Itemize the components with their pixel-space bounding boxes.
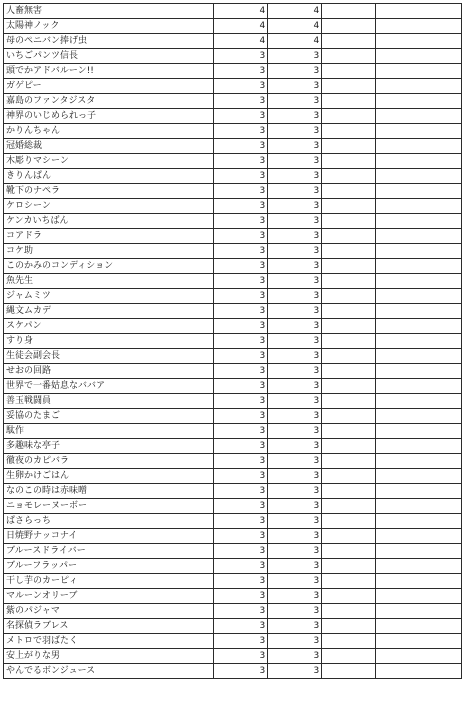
name-cell[interactable]: 靴下のナペラ bbox=[4, 184, 214, 199]
score-b-cell[interactable]: 3 bbox=[268, 484, 322, 499]
empty-cell[interactable] bbox=[322, 229, 376, 244]
empty-cell[interactable] bbox=[375, 289, 461, 304]
score-b-cell[interactable]: 3 bbox=[268, 319, 322, 334]
name-cell[interactable]: 太陽神ノック bbox=[4, 19, 214, 34]
score-b-cell[interactable]: 3 bbox=[268, 649, 322, 664]
name-cell[interactable]: 安上がりな男 bbox=[4, 649, 214, 664]
empty-cell[interactable] bbox=[322, 34, 376, 49]
table-row bbox=[4, 364, 462, 379]
empty-cell[interactable] bbox=[322, 199, 376, 214]
score-b-cell[interactable]: 3 bbox=[268, 169, 322, 184]
score-b-cell[interactable]: 3 bbox=[268, 94, 322, 109]
table-row bbox=[4, 289, 462, 304]
score-a-cell[interactable]: 4 bbox=[214, 19, 268, 34]
score-b-cell[interactable]: 3 bbox=[268, 499, 322, 514]
empty-cell[interactable] bbox=[375, 4, 461, 19]
name-cell[interactable]: 干し芋のカーピィ bbox=[4, 574, 214, 589]
table-row bbox=[4, 4, 462, 19]
name-cell[interactable]: 嘉島のファンタジスタ bbox=[4, 94, 214, 109]
empty-cell[interactable] bbox=[375, 514, 461, 529]
score-b-cell[interactable]: 3 bbox=[268, 244, 322, 259]
name-cell[interactable]: 木彫りマシーン bbox=[4, 154, 214, 169]
name-cell[interactable]: 世界で一番姑息なババア bbox=[4, 379, 214, 394]
score-a-cell[interactable]: 3 bbox=[214, 49, 268, 64]
score-b-cell[interactable]: 3 bbox=[268, 664, 322, 679]
empty-cell[interactable] bbox=[322, 529, 376, 544]
empty-cell[interactable] bbox=[322, 214, 376, 229]
table-row bbox=[4, 244, 462, 259]
score-b-cell[interactable]: 3 bbox=[268, 139, 322, 154]
name-cell[interactable]: ケンカいちばん bbox=[4, 214, 214, 229]
score-b-cell[interactable]: 3 bbox=[268, 109, 322, 124]
table-row bbox=[4, 634, 462, 649]
score-b-cell[interactable]: 3 bbox=[268, 529, 322, 544]
empty-cell[interactable] bbox=[375, 274, 461, 289]
score-a-cell[interactable]: 3 bbox=[214, 139, 268, 154]
table-row bbox=[4, 574, 462, 589]
table-row bbox=[4, 559, 462, 574]
score-a-cell[interactable]: 3 bbox=[214, 319, 268, 334]
score-b-cell[interactable]: 3 bbox=[268, 469, 322, 484]
name-cell[interactable]: 魚先生 bbox=[4, 274, 214, 289]
score-b-cell[interactable]: 3 bbox=[268, 394, 322, 409]
name-cell[interactable]: ブルーフラッパー bbox=[4, 559, 214, 574]
empty-cell[interactable] bbox=[375, 139, 461, 154]
empty-cell[interactable] bbox=[375, 424, 461, 439]
empty-cell[interactable] bbox=[375, 229, 461, 244]
empty-cell[interactable] bbox=[322, 664, 376, 679]
score-b-cell[interactable]: 3 bbox=[268, 604, 322, 619]
table-row bbox=[4, 94, 462, 109]
empty-cell[interactable] bbox=[375, 34, 461, 49]
empty-cell[interactable] bbox=[375, 589, 461, 604]
empty-cell[interactable] bbox=[375, 394, 461, 409]
empty-cell[interactable] bbox=[375, 64, 461, 79]
name-cell[interactable]: 妥協のたまご bbox=[4, 409, 214, 424]
name-cell[interactable]: 冠婚総裁 bbox=[4, 139, 214, 154]
score-b-cell[interactable]: 3 bbox=[268, 184, 322, 199]
empty-cell[interactable] bbox=[375, 484, 461, 499]
score-b-cell[interactable]: 3 bbox=[268, 634, 322, 649]
name-cell[interactable]: 駄作 bbox=[4, 424, 214, 439]
score-b-cell[interactable]: 3 bbox=[268, 544, 322, 559]
table-row bbox=[4, 589, 462, 604]
score-b-cell[interactable]: 3 bbox=[268, 214, 322, 229]
score-a-cell[interactable]: 4 bbox=[214, 4, 268, 19]
empty-cell[interactable] bbox=[322, 109, 376, 124]
empty-cell[interactable] bbox=[375, 559, 461, 574]
score-a-cell[interactable]: 3 bbox=[214, 289, 268, 304]
empty-cell[interactable] bbox=[375, 499, 461, 514]
name-cell[interactable]: きりんぱん bbox=[4, 169, 214, 184]
name-cell[interactable]: 神界のいじめられっ子 bbox=[4, 109, 214, 124]
empty-cell[interactable] bbox=[375, 544, 461, 559]
empty-cell[interactable] bbox=[322, 124, 376, 139]
name-cell[interactable]: 徹夜のカピバラ bbox=[4, 454, 214, 469]
empty-cell[interactable] bbox=[375, 109, 461, 124]
table-row bbox=[4, 154, 462, 169]
empty-cell[interactable] bbox=[375, 154, 461, 169]
score-a-cell[interactable]: 3 bbox=[214, 619, 268, 634]
score-a-cell[interactable]: 3 bbox=[214, 214, 268, 229]
name-cell[interactable]: すり身 bbox=[4, 334, 214, 349]
score-a-cell[interactable]: 3 bbox=[214, 589, 268, 604]
empty-cell[interactable] bbox=[375, 214, 461, 229]
table-row bbox=[4, 349, 462, 364]
table-row bbox=[4, 199, 462, 214]
name-cell[interactable]: せおの回路 bbox=[4, 364, 214, 379]
empty-cell[interactable] bbox=[375, 649, 461, 664]
score-a-cell[interactable]: 3 bbox=[214, 259, 268, 274]
empty-cell[interactable] bbox=[375, 454, 461, 469]
score-a-cell[interactable]: 3 bbox=[214, 109, 268, 124]
empty-cell[interactable] bbox=[322, 169, 376, 184]
table-row bbox=[4, 334, 462, 349]
table-row bbox=[4, 454, 462, 469]
empty-cell[interactable] bbox=[375, 199, 461, 214]
score-a-cell[interactable]: 3 bbox=[214, 184, 268, 199]
score-a-cell[interactable]: 3 bbox=[214, 64, 268, 79]
name-cell[interactable]: ケロシーン bbox=[4, 199, 214, 214]
table-row bbox=[4, 544, 462, 559]
empty-cell[interactable] bbox=[322, 439, 376, 454]
score-a-cell[interactable]: 3 bbox=[214, 229, 268, 244]
table-row bbox=[4, 49, 462, 64]
empty-cell[interactable] bbox=[375, 619, 461, 634]
empty-cell[interactable] bbox=[322, 394, 376, 409]
score-a-cell[interactable]: 3 bbox=[214, 94, 268, 109]
name-cell[interactable]: マルーンオリーブ bbox=[4, 589, 214, 604]
score-a-cell[interactable]: 3 bbox=[214, 349, 268, 364]
empty-cell[interactable] bbox=[322, 619, 376, 634]
score-b-cell[interactable]: 4 bbox=[268, 4, 322, 19]
empty-cell[interactable] bbox=[322, 139, 376, 154]
empty-cell[interactable] bbox=[322, 79, 376, 94]
empty-cell[interactable] bbox=[375, 304, 461, 319]
score-b-cell[interactable]: 3 bbox=[268, 304, 322, 319]
score-a-cell[interactable]: 3 bbox=[214, 154, 268, 169]
name-cell[interactable]: ブルースドライバー bbox=[4, 544, 214, 559]
empty-cell[interactable] bbox=[322, 94, 376, 109]
score-a-cell[interactable]: 3 bbox=[214, 334, 268, 349]
table-row bbox=[4, 184, 462, 199]
score-b-cell[interactable]: 3 bbox=[268, 349, 322, 364]
score-a-cell[interactable]: 3 bbox=[214, 439, 268, 454]
table-row bbox=[4, 439, 462, 454]
score-a-cell[interactable]: 3 bbox=[214, 604, 268, 619]
empty-cell[interactable] bbox=[322, 409, 376, 424]
empty-cell[interactable] bbox=[375, 19, 461, 34]
name-cell[interactable]: コアドラ bbox=[4, 229, 214, 244]
score-a-cell[interactable]: 3 bbox=[214, 244, 268, 259]
table-row bbox=[4, 34, 462, 49]
empty-cell[interactable] bbox=[375, 574, 461, 589]
table-row bbox=[4, 229, 462, 244]
empty-cell[interactable] bbox=[375, 334, 461, 349]
name-cell[interactable]: 日焼野ナッコナイ bbox=[4, 529, 214, 544]
score-b-cell[interactable]: 3 bbox=[268, 334, 322, 349]
empty-cell[interactable] bbox=[322, 484, 376, 499]
score-b-cell[interactable]: 3 bbox=[268, 409, 322, 424]
empty-cell[interactable] bbox=[322, 589, 376, 604]
empty-cell[interactable] bbox=[322, 379, 376, 394]
score-a-cell[interactable]: 3 bbox=[214, 379, 268, 394]
empty-cell[interactable] bbox=[375, 94, 461, 109]
score-b-cell[interactable]: 3 bbox=[268, 64, 322, 79]
score-b-cell[interactable]: 3 bbox=[268, 574, 322, 589]
score-b-cell[interactable]: 3 bbox=[268, 589, 322, 604]
table-row bbox=[4, 259, 462, 274]
empty-cell[interactable] bbox=[322, 469, 376, 484]
score-b-cell[interactable]: 3 bbox=[268, 289, 322, 304]
score-b-cell[interactable]: 3 bbox=[268, 79, 322, 94]
empty-cell[interactable] bbox=[375, 364, 461, 379]
empty-cell[interactable] bbox=[322, 19, 376, 34]
score-a-cell[interactable]: 4 bbox=[214, 34, 268, 49]
name-cell[interactable]: やんでるボンジュース bbox=[4, 664, 214, 679]
empty-cell[interactable] bbox=[375, 244, 461, 259]
empty-cell[interactable] bbox=[375, 409, 461, 424]
score-a-cell[interactable]: 3 bbox=[214, 634, 268, 649]
score-b-cell[interactable]: 3 bbox=[268, 229, 322, 244]
name-cell[interactable]: ニョモレーヌーボー bbox=[4, 499, 214, 514]
empty-cell[interactable] bbox=[322, 604, 376, 619]
score-a-cell[interactable]: 3 bbox=[214, 124, 268, 139]
empty-cell[interactable] bbox=[322, 4, 376, 19]
score-a-cell[interactable]: 3 bbox=[214, 544, 268, 559]
table-row bbox=[4, 394, 462, 409]
score-a-cell[interactable]: 3 bbox=[214, 454, 268, 469]
table-row bbox=[4, 139, 462, 154]
empty-cell[interactable] bbox=[322, 349, 376, 364]
score-a-cell[interactable]: 3 bbox=[214, 79, 268, 94]
score-a-cell[interactable]: 3 bbox=[214, 484, 268, 499]
score-a-cell[interactable]: 3 bbox=[214, 664, 268, 679]
score-b-cell[interactable]: 3 bbox=[268, 259, 322, 274]
empty-cell[interactable] bbox=[375, 604, 461, 619]
empty-cell[interactable] bbox=[322, 499, 376, 514]
empty-cell[interactable] bbox=[375, 184, 461, 199]
score-b-cell[interactable]: 3 bbox=[268, 154, 322, 169]
name-cell[interactable]: 人畜無害 bbox=[4, 4, 214, 19]
empty-cell[interactable] bbox=[322, 574, 376, 589]
table-row bbox=[4, 319, 462, 334]
empty-cell[interactable] bbox=[322, 424, 376, 439]
table-row bbox=[4, 214, 462, 229]
name-cell[interactable]: いちごパンツ信長 bbox=[4, 49, 214, 64]
name-cell[interactable]: 母のペニバン捧げ虫 bbox=[4, 34, 214, 49]
score-a-cell[interactable]: 3 bbox=[214, 169, 268, 184]
empty-cell[interactable] bbox=[322, 334, 376, 349]
score-b-cell[interactable]: 3 bbox=[268, 124, 322, 139]
name-cell[interactable]: ぱさらっち bbox=[4, 514, 214, 529]
empty-cell[interactable] bbox=[322, 184, 376, 199]
empty-cell[interactable] bbox=[375, 439, 461, 454]
empty-cell[interactable] bbox=[375, 259, 461, 274]
score-b-cell[interactable]: 3 bbox=[268, 364, 322, 379]
table-row bbox=[4, 79, 462, 94]
score-b-cell[interactable]: 3 bbox=[268, 619, 322, 634]
empty-cell[interactable] bbox=[322, 154, 376, 169]
empty-cell[interactable] bbox=[322, 64, 376, 79]
empty-cell[interactable] bbox=[322, 649, 376, 664]
score-b-cell[interactable]: 3 bbox=[268, 454, 322, 469]
table-row bbox=[4, 469, 462, 484]
name-cell[interactable]: このかみのコンディション bbox=[4, 259, 214, 274]
name-cell[interactable]: 縄文ムカデ bbox=[4, 304, 214, 319]
table-row bbox=[4, 64, 462, 79]
name-cell[interactable]: かりんちゃん bbox=[4, 124, 214, 139]
name-cell[interactable]: 善玉戦闘員 bbox=[4, 394, 214, 409]
empty-cell[interactable] bbox=[322, 559, 376, 574]
table-row bbox=[4, 169, 462, 184]
table-row bbox=[4, 499, 462, 514]
name-cell[interactable]: なのこの時は赤味噌 bbox=[4, 484, 214, 499]
score-a-cell[interactable]: 3 bbox=[214, 424, 268, 439]
empty-cell[interactable] bbox=[375, 469, 461, 484]
empty-cell[interactable] bbox=[375, 529, 461, 544]
name-cell[interactable]: 生卵かけごはん bbox=[4, 469, 214, 484]
score-b-cell[interactable]: 3 bbox=[268, 559, 322, 574]
score-b-cell[interactable]: 3 bbox=[268, 199, 322, 214]
table-row bbox=[4, 484, 462, 499]
empty-cell[interactable] bbox=[375, 349, 461, 364]
table-row bbox=[4, 109, 462, 124]
score-a-cell[interactable]: 3 bbox=[214, 199, 268, 214]
name-cell[interactable]: メトロで羽ばたく bbox=[4, 634, 214, 649]
empty-cell[interactable] bbox=[322, 454, 376, 469]
table-row bbox=[4, 514, 462, 529]
empty-cell[interactable] bbox=[375, 124, 461, 139]
score-b-cell[interactable]: 3 bbox=[268, 439, 322, 454]
table-row bbox=[4, 124, 462, 139]
score-b-cell[interactable]: 3 bbox=[268, 379, 322, 394]
empty-cell[interactable] bbox=[375, 634, 461, 649]
empty-cell[interactable] bbox=[322, 304, 376, 319]
score-b-cell[interactable]: 4 bbox=[268, 34, 322, 49]
table-row bbox=[4, 649, 462, 664]
empty-cell[interactable] bbox=[375, 664, 461, 679]
table-row bbox=[4, 424, 462, 439]
score-a-cell[interactable]: 3 bbox=[214, 514, 268, 529]
name-cell[interactable]: ジャムミツ bbox=[4, 289, 214, 304]
table-row bbox=[4, 619, 462, 634]
empty-cell[interactable] bbox=[375, 79, 461, 94]
name-cell[interactable]: 紫のパジャマ bbox=[4, 604, 214, 619]
table-row bbox=[4, 379, 462, 394]
empty-cell[interactable] bbox=[322, 544, 376, 559]
table-row bbox=[4, 409, 462, 424]
score-a-cell[interactable]: 3 bbox=[214, 559, 268, 574]
table-row bbox=[4, 304, 462, 319]
table-row bbox=[4, 664, 462, 679]
table-row bbox=[4, 529, 462, 544]
table-row bbox=[4, 604, 462, 619]
empty-cell[interactable] bbox=[322, 289, 376, 304]
score-b-cell[interactable]: 3 bbox=[268, 274, 322, 289]
score-a-cell[interactable]: 3 bbox=[214, 304, 268, 319]
score-a-cell[interactable]: 3 bbox=[214, 274, 268, 289]
table-row bbox=[4, 19, 462, 34]
empty-cell[interactable] bbox=[322, 634, 376, 649]
name-cell[interactable]: ガゲピー bbox=[4, 79, 214, 94]
empty-cell[interactable] bbox=[375, 169, 461, 184]
empty-cell[interactable] bbox=[322, 514, 376, 529]
score-a-cell[interactable]: 3 bbox=[214, 364, 268, 379]
name-cell[interactable]: 頭でかアドバルーン!! bbox=[4, 64, 214, 79]
score-b-cell[interactable]: 3 bbox=[268, 49, 322, 64]
score-a-cell[interactable]: 3 bbox=[214, 469, 268, 484]
table-row bbox=[4, 274, 462, 289]
name-cell[interactable]: 多趣味な亭子 bbox=[4, 439, 214, 454]
empty-cell[interactable] bbox=[322, 259, 376, 274]
empty-cell[interactable] bbox=[322, 364, 376, 379]
name-cell[interactable]: スケパン bbox=[4, 319, 214, 334]
score-b-cell[interactable]: 3 bbox=[268, 514, 322, 529]
empty-cell[interactable] bbox=[375, 379, 461, 394]
empty-cell[interactable] bbox=[322, 49, 376, 64]
name-cell[interactable]: 名探偵ラブレス bbox=[4, 619, 214, 634]
empty-cell[interactable] bbox=[322, 244, 376, 259]
spreadsheet-table bbox=[3, 3, 462, 679]
table-body bbox=[4, 4, 462, 679]
score-a-cell[interactable]: 3 bbox=[214, 574, 268, 589]
empty-cell[interactable] bbox=[322, 319, 376, 334]
name-cell[interactable]: 生徒会副会長 bbox=[4, 349, 214, 364]
empty-cell[interactable] bbox=[322, 274, 376, 289]
score-b-cell[interactable]: 4 bbox=[268, 19, 322, 34]
empty-cell[interactable] bbox=[375, 49, 461, 64]
score-a-cell[interactable]: 3 bbox=[214, 499, 268, 514]
score-a-cell[interactable]: 3 bbox=[214, 409, 268, 424]
score-a-cell[interactable]: 3 bbox=[214, 394, 268, 409]
score-a-cell[interactable]: 3 bbox=[214, 529, 268, 544]
empty-cell[interactable] bbox=[375, 319, 461, 334]
score-a-cell[interactable]: 3 bbox=[214, 649, 268, 664]
score-b-cell[interactable]: 3 bbox=[268, 424, 322, 439]
name-cell[interactable]: コケ助 bbox=[4, 244, 214, 259]
